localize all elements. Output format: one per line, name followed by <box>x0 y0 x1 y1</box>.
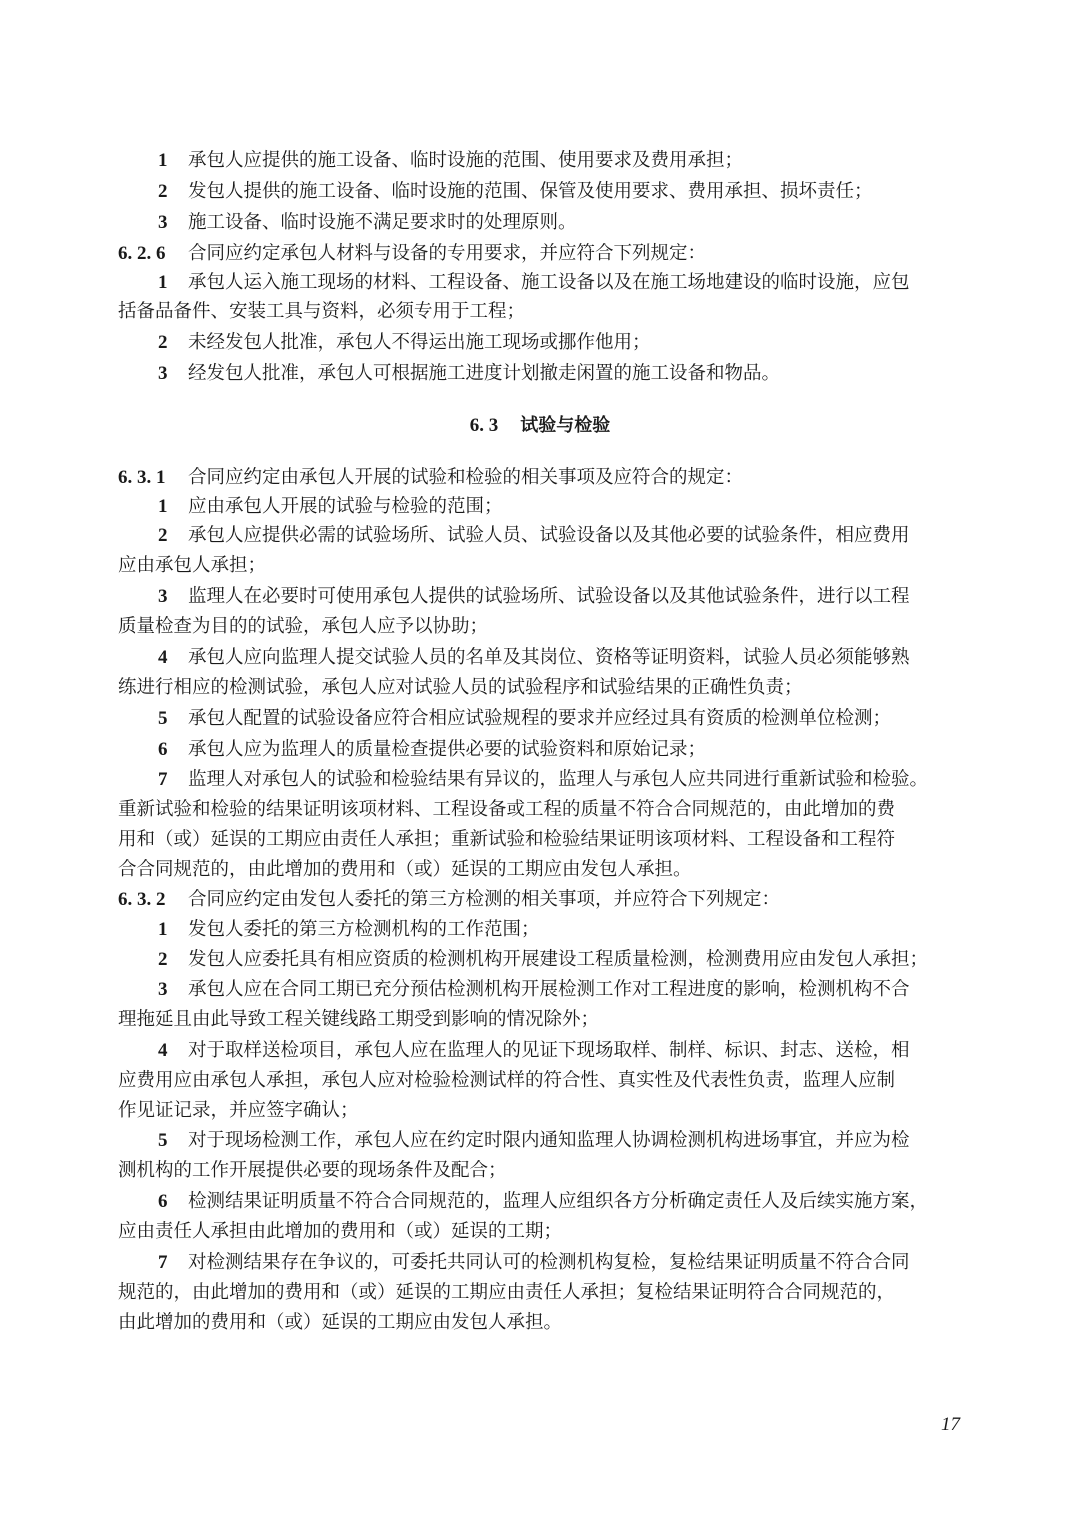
section-number: 6. 3 <box>469 415 499 436</box>
item-text: 发包人提供的施工设备、临时设施的范围、保管及使用要求、费用承担、损坏责任； <box>188 181 873 202</box>
item-text: 经发包人批准，承包人可根据施工进度计划撤走闲置的施工设备和物品。 <box>188 363 781 384</box>
item-number: 1 <box>158 919 168 940</box>
list-item <box>158 945 968 975</box>
item-number: 3 <box>158 979 168 1000</box>
list-item <box>158 177 968 207</box>
item-text: 承包人运入施工现场的材料、工程设备、施工设备以及在施工场地建设的临时设施，应包 <box>188 272 910 293</box>
item-text: 发包人委托的第三方检测机构的工作范围； <box>188 919 540 940</box>
item-text: 承包人应为监理人的质量检查提供必要的试验资料和原始记录； <box>188 739 707 760</box>
clause-number: 6. 3. 1 <box>118 467 166 488</box>
item-text: 承包人应向监理人提交试验人员的名单及其岗位、资格等证明资料，试验人员必须能够熟 <box>188 647 910 668</box>
item-number: 4 <box>158 647 168 668</box>
list-item <box>158 735 968 765</box>
item-number: 4 <box>158 1040 168 1061</box>
list-item-continuation: 应由承包人承担； <box>118 555 267 576</box>
list-item-continuation: 应由责任人承担由此增加的费用和（或）延误的工期； <box>118 1221 563 1242</box>
list-item <box>158 975 968 1005</box>
clause-text: 合同应约定由发包人委托的第三方检测的相关事项，并应符合下列规定： <box>188 889 781 910</box>
list-item-continuation: 由此增加的费用和（或）延误的工期应由发包人承担。 <box>118 1312 563 1333</box>
list-item <box>158 1187 968 1217</box>
clause-text: 合同应约定承包人材料与设备的专用要求，并应符合下列规定： <box>188 243 707 264</box>
list-item <box>158 915 968 945</box>
clause-number: 6. 3. 2 <box>118 889 166 910</box>
list-item-continuation: 测机构的工作开展提供必要的现场条件及配合； <box>118 1160 507 1181</box>
page-number: 17 <box>941 1414 960 1435</box>
item-number: 3 <box>158 363 168 384</box>
item-text: 对于取样送检项目，承包人应在监理人的见证下现场取样、制样、标识、封志、送检，相 <box>188 1040 910 1061</box>
section-heading-6-3 <box>0 409 1080 441</box>
list-item <box>158 1036 968 1066</box>
clause-number: 6. 2. 6 <box>118 243 166 264</box>
list-item <box>158 643 968 673</box>
item-number: 5 <box>158 1130 168 1151</box>
item-number: 7 <box>158 769 168 790</box>
item-text: 应由承包人开展的试验与检验的范围； <box>188 496 503 517</box>
list-item <box>158 359 968 389</box>
item-text: 承包人应提供的施工设备、临时设施的范围、使用要求及费用承担； <box>188 150 744 171</box>
item-number: 1 <box>158 150 168 171</box>
item-number: 2 <box>158 949 168 970</box>
item-text: 承包人配置的试验设备应符合相应试验规程的要求并应经过具有资质的检测单位检测； <box>188 708 892 729</box>
list-item-continuation: 合合同规范的，由此增加的费用和（或）延误的工期应由发包人承担。 <box>118 859 692 880</box>
item-text: 监理人在必要时可使用承包人提供的试验场所、试验设备以及其他试验条件，进行以工程 <box>188 586 910 607</box>
item-number: 6 <box>158 739 168 760</box>
list-item-continuation: 练进行相应的检测试验，承包人应对试验人员的试验程序和试验结果的正确性负责； <box>118 677 803 698</box>
list-item <box>158 208 968 238</box>
list-item <box>158 1248 968 1278</box>
list-item <box>158 521 968 551</box>
list-item <box>158 328 968 358</box>
item-text: 承包人应提供必需的试验场所、试验人员、试验设备以及其他必要的试验条件，相应费用 <box>188 525 910 546</box>
list-item-continuation: 质量检查为目的的试验，承包人应予以协助； <box>118 616 489 637</box>
item-text: 检测结果证明质量不符合合同规范的，监理人应组织各方分析确定责任人及后续实施方案， <box>188 1191 929 1212</box>
item-number: 3 <box>158 212 168 233</box>
item-text: 承包人应在合同工期已充分预估检测机构开展检测工作对工程进度的影响，检测机构不合 <box>188 979 910 1000</box>
clause-6-3-1 <box>118 463 968 493</box>
item-number: 2 <box>158 181 168 202</box>
item-number: 5 <box>158 708 168 729</box>
list-item-continuation: 规范的，由此增加的费用和（或）延误的工期应由责任人承担；复检结果证明符合合同规范的， <box>118 1282 896 1303</box>
item-number: 2 <box>158 332 168 353</box>
item-number: 1 <box>158 496 168 517</box>
list-item <box>158 1126 968 1156</box>
item-text: 发包人应委托具有相应资质的检测机构开展建设工程质量检测，检测费用应由发包人承担； <box>188 949 929 970</box>
item-text: 监理人对承包人的试验和检验结果有异议的，监理人与承包人应共同进行重新试验和检验。 <box>188 769 929 790</box>
list-item <box>158 765 968 795</box>
item-number: 6 <box>158 1191 168 1212</box>
list-item <box>158 704 968 734</box>
list-item-continuation: 重新试验和检验的结果证明该项材料、工程设备或工程的质量不符合合同规范的，由此增加的费 <box>118 799 896 820</box>
list-item <box>158 268 968 298</box>
clause-6-3-2 <box>118 885 968 915</box>
clause-6-2-6 <box>118 239 968 269</box>
item-text: 未经发包人批准，承包人不得运出施工现场或挪作他用； <box>188 332 651 353</box>
item-number: 1 <box>158 272 168 293</box>
list-item-continuation: 理拖延且由此导致工程关键线路工期受到影响的情况除外； <box>118 1009 600 1030</box>
list-item <box>158 146 968 176</box>
item-number: 7 <box>158 1252 168 1273</box>
list-item-continuation: 括备品备件、安装工具与资料，必须专用于工程； <box>118 301 526 322</box>
item-number: 2 <box>158 525 168 546</box>
item-text: 对检测结果存在争议的，可委托共同认可的检测机构复检，复检结果证明质量不符合合同 <box>188 1252 910 1273</box>
item-text: 对于现场检测工作，承包人应在约定时限内通知监理人协调检测机构进场事宜，并应为检 <box>188 1130 910 1151</box>
list-item <box>158 582 968 612</box>
list-item-continuation: 应费用应由承包人承担，承包人应对检验检测试样的符合性、真实性及代表性负责，监理人应制 <box>118 1070 896 1091</box>
item-number: 3 <box>158 586 168 607</box>
clause-text: 合同应约定由承包人开展的试验和检验的相关事项及应符合的规定： <box>188 467 744 488</box>
list-item-continuation: 用和（或）延误的工期应由责任人承担；重新试验和检验结果证明该项材料、工程设备和工程符 <box>118 829 896 850</box>
list-item-continuation: 作见证记录，并应签字确认； <box>118 1100 359 1121</box>
item-text: 施工设备、临时设施不满足要求时的处理原则。 <box>188 212 577 233</box>
list-item <box>158 492 968 522</box>
section-title: 试验与检验 <box>520 415 611 436</box>
